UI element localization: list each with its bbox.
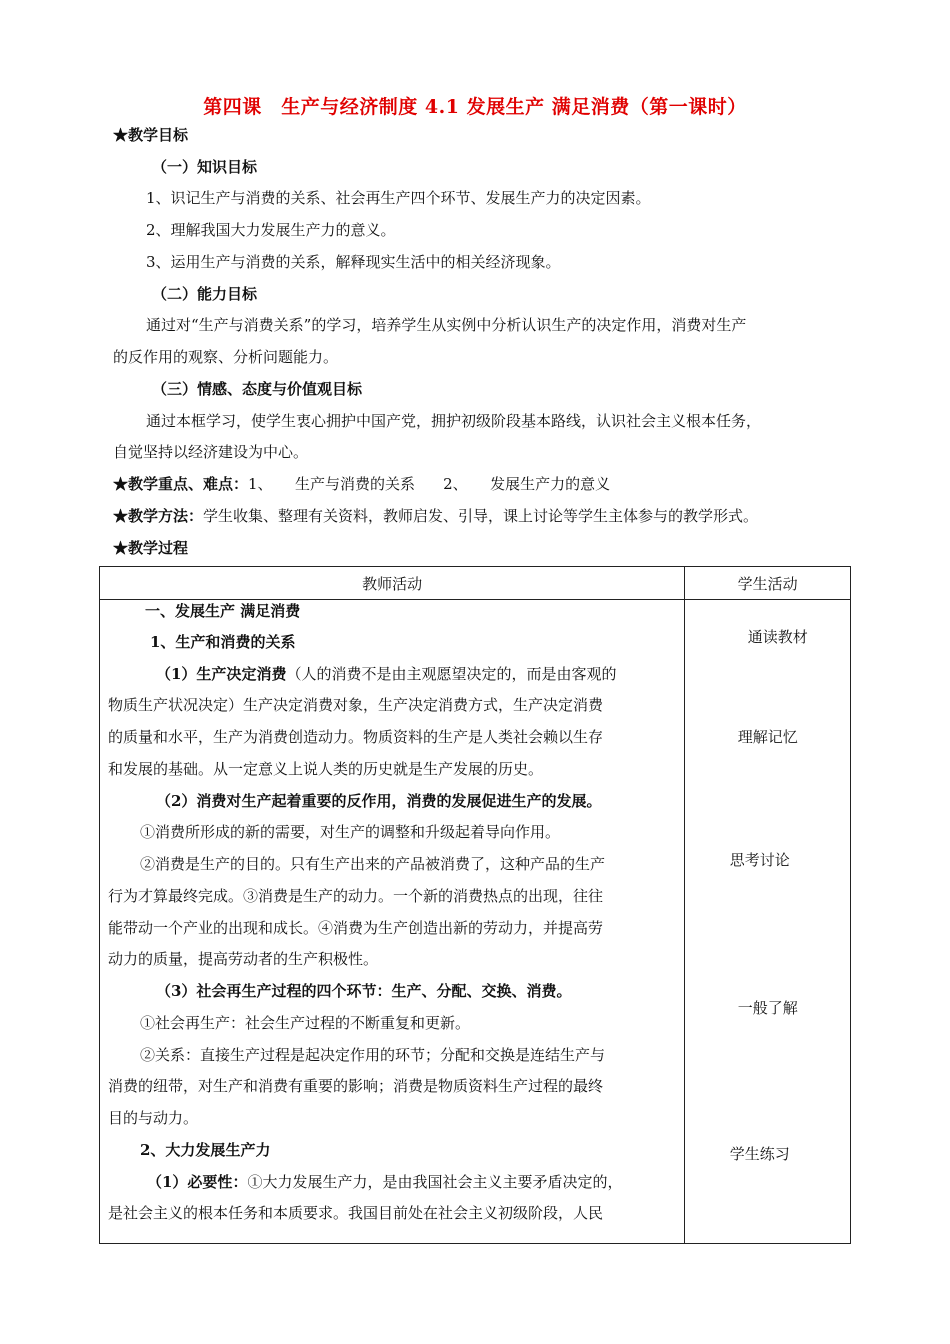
point-2-b-line4: 动力的质量，提高劳动者的生产积极性。 [108,950,379,968]
key-point-2: 2、 发展生产力的意义 [443,475,611,493]
point-3-b-line2: 消费的纽带，对生产和消费有重要的影响；消费是物质资料生产过程的最终 [108,1077,604,1095]
teaching-method [113,505,758,527]
process-heading: ★教学过程 [113,539,189,557]
ability-heading: （二）能力目标 [152,285,258,303]
ability-text-line1: 通过对“生产与消费关系”的学习，培养学生从实例中分析认识生产的决定作用，消费对生产 [146,316,747,334]
student-activity-header: 学生活动 [685,567,851,600]
student-activity-3: 思考讨论 [729,851,790,869]
point-3-b-line1: ②关系：直接生产过程是起决定作用的环节；分配和交换是连结生产与 [140,1046,606,1064]
student-activity-1: 通读教材 [747,628,808,646]
point-1-line2: 物质生产状况决定）生产决定消费对象，生产决定消费方式，生产决定消费 [108,696,604,714]
key-points-label: ★教学重点、难点： [113,475,249,493]
teacher-activity-cell [100,600,685,1244]
student-activity-2: 理解记忆 [737,728,798,746]
teacher-activity-header: 教师活动 [100,567,685,600]
point-2-b-line3: 能带动一个产业的出现和成长。④消费为生产创造出新的劳动力，并提高劳 [108,919,604,937]
section-1-heading: 一、发展生产 满足消费 [145,602,301,620]
point-1-line3: 的质量和水平，生产为消费创造动力。物质资料的生产是人类社会赖以生存 [108,728,604,746]
point-1-text: （人的消费不是由主观愿望决定的，而是由客观的 [286,665,617,683]
sub-2-heading: 2、大力发展生产力 [140,1141,271,1159]
teaching-process-table [99,566,851,1244]
page-title: 第四课 生产与经济制度 4.1 发展生产 满足消费（第一课时） [203,96,747,118]
point-3-b-line3: 目的与动力。 [108,1109,199,1127]
method-text: 学生收集、整理有关资料，教师启发、引导，课上讨论等学生主体参与的教学形式。 [203,507,759,525]
point-1-bold: （1）生产决定消费 [156,665,287,683]
point-3-heading: （3）社会再生产过程的四个环节：生产、分配、交换、消费。 [156,982,572,1000]
emotion-text-line1: 通过本框学习，使学生衷心拥护中国产党，拥护初级阶段基本路线，认识社会主义根本任务， [146,412,762,430]
ability-text-line2: 的反作用的观察、分析问题能力。 [113,348,339,366]
point-2-heading: （2）消费对生产起着重要的反作用，消费的发展促进生产的发展。 [156,792,602,810]
emotion-text-line2: 自觉坚持以经济建设为中心。 [113,443,309,461]
student-activity-5: 学生练习 [729,1145,790,1163]
student-activity-4: 一般了解 [737,999,798,1017]
point-4-line1 [147,1167,676,1198]
sub-1-heading: 1、生产和消费的关系 [150,633,296,651]
method-label: ★教学方法： [113,507,204,525]
point-4-text: ①大力发展生产力，是由我国社会主义主要矛盾决定的， [247,1173,623,1191]
point-1-line1 [156,659,676,690]
point-2-b-line1: ②消费是生产的目的。只有生产出来的产品被消费了，这种产品的生产 [140,855,606,873]
knowledge-item-3: 3、运用生产与消费的关系，解释现实生活中的相关经济现象。 [146,253,561,271]
point-2-b-line2: 行为才算最终完成。③消费是生产的动力。一个新的消费热点的出现，往往 [108,887,604,905]
point-1-line4: 和发展的基础。从一定意义上说人类的历史就是生产发展的历史。 [108,760,544,778]
key-point-1: 1、 生产与消费的关系 [248,475,416,493]
student-activity-cell [685,600,851,1244]
point-2-a: ①消费所形成的新的需要，对生产的调整和升级起着导向作用。 [140,823,561,841]
knowledge-heading: （一）知识目标 [152,158,258,176]
objectives-heading: ★教学目标 [113,126,189,144]
table-body-row [100,600,851,1244]
knowledge-item-2: 2、理解我国大力发展生产力的意义。 [146,221,396,239]
point-4-bold: （1）必要性： [147,1173,248,1191]
key-points [113,473,610,495]
emotion-heading: （三）情感、态度与价值观目标 [152,380,363,398]
point-3-a: ①社会再生产：社会生产过程的不断重复和更新。 [140,1014,471,1032]
table-header-row [100,567,851,600]
point-4-line2: 是社会主义的根本任务和本质要求。我国目前处在社会主义初级阶段，人民 [108,1204,604,1222]
knowledge-item-1: 1、识记生产与消费的关系、社会再生产四个环节、发展生产力的决定因素。 [146,189,651,207]
